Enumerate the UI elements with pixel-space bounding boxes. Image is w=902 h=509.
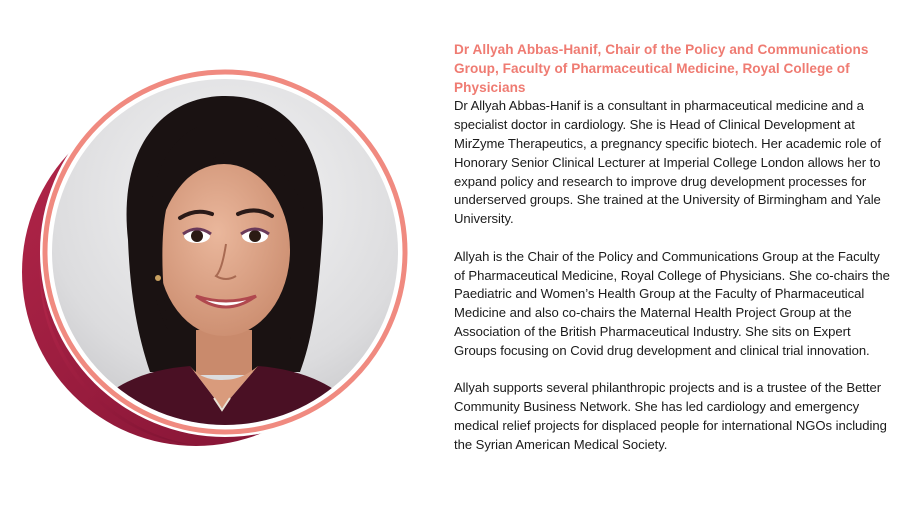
- profile-portrait: [0, 0, 440, 504]
- bio-section: [454, 41, 894, 455]
- bio-paragraph: Allyah is the Chair of the Policy and Communications Group at the Faculty of Pharmaceutical Medicine, Royal College of Physicians. She co-chairs the Paediatric and Women’s Health Group at the Faculty of Pharmaceutical Medicine and also co-chairs the Maternal Health Project Group at the Association of the British Pharmaceutical Industry. She sits on Expert Groups focusing on Covid drug development and clinical trial innovation.: [454, 248, 890, 358]
- bio-paragraph: Allyah supports several philanthropic projects and is a trustee of the Better Community Business Network. She has led cardiology and emergency medical relief projects for displaced people for international NGOs including the Syrian American Medical Society.: [454, 380, 887, 452]
- bio-title: Dr Allyah Abbas-Hanif, Chair of the Policy and Communications Group, Faculty of Pharmaceutical Medicine, Royal College of Physicians: [454, 42, 869, 95]
- bio-paragraph: Dr Allyah Abbas-Hanif is a consultant in pharmaceutical medicine and a specialist doctor in cardiology. She is Head of Clinical Development at MirZyme Therapeutics, a pregnancy specific biotech. Her academic role of Honorary Senior Clinical Lecturer at Imperial College London allows her to expand policy and research to improve drug development processes for underserved groups. She trained at the University of Birmingham and Yale University.: [454, 98, 881, 227]
